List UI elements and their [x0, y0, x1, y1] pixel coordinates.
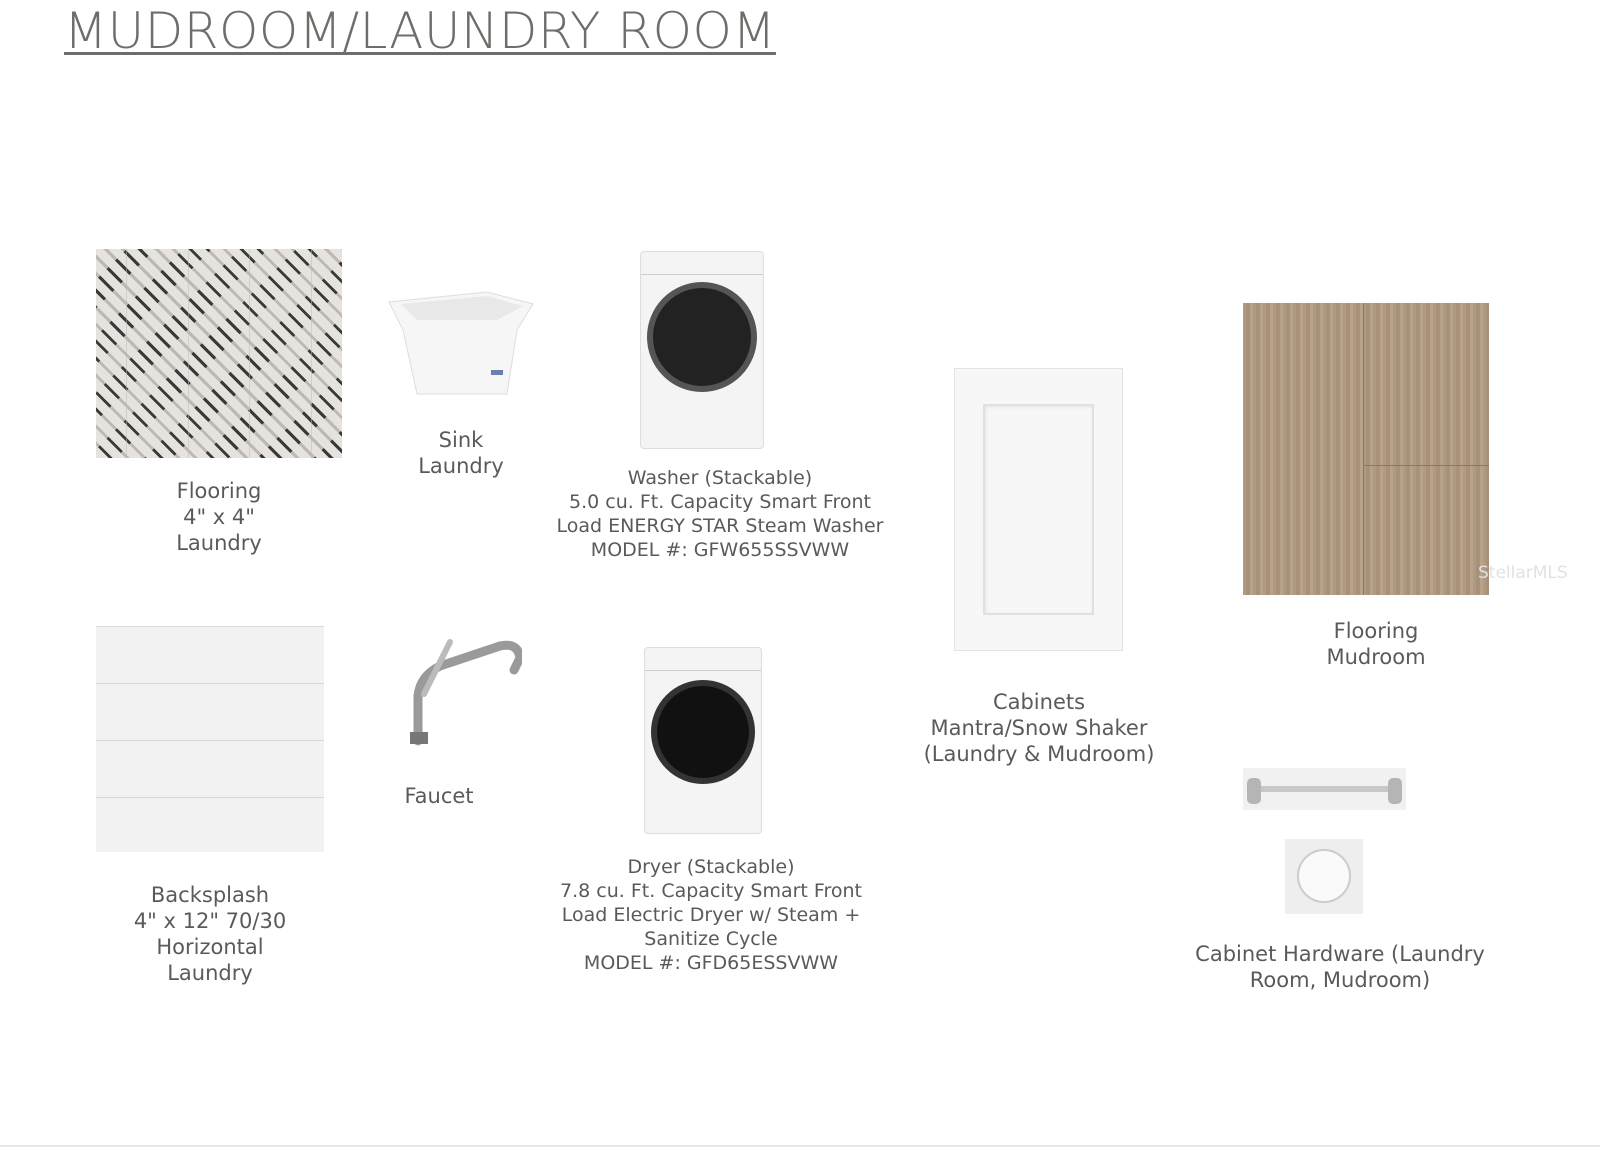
hardware-caption: [1195, 941, 1485, 993]
watermark: StellarMLS: [1478, 563, 1568, 583]
cabinet-knob-image: [1285, 839, 1363, 914]
caption-line: Backsplash: [150, 883, 270, 907]
washer-image: [640, 251, 764, 449]
caption-line: Laundry: [176, 531, 262, 555]
caption-line: Flooring: [1333, 619, 1419, 643]
flooring-mudroom-caption: [1326, 618, 1425, 670]
caption-line: Room, Mudroom): [1249, 968, 1431, 992]
backsplash-caption: [134, 882, 286, 986]
caption-line: Dryer (Stackable): [627, 856, 795, 878]
caption-line: MODEL #: GFW655SSVWW: [590, 539, 850, 561]
caption-line: Horizontal: [156, 935, 264, 959]
divider: [0, 1145, 1600, 1147]
caption-line: (Laundry & Mudroom): [923, 742, 1155, 766]
caption-line: 7.8 cu. Ft. Capacity Smart Front: [560, 880, 862, 902]
caption-line: Mantra/Snow Shaker: [930, 716, 1148, 740]
sink-image: [387, 290, 535, 398]
faucet-caption: [404, 783, 473, 809]
caption-line: Cabinets: [992, 690, 1086, 714]
caption-line: MODEL #: GFD65ESSVWW: [583, 952, 839, 974]
caption-line: Flooring: [176, 479, 262, 503]
flooring-tile-image: [96, 249, 342, 458]
flooring-laundry-caption: [176, 478, 262, 556]
faucet-image: [410, 636, 522, 746]
caption-line: Load ENERGY STAR Steam Washer: [556, 515, 884, 537]
page-title: MUDROOM/LAUNDRY ROOM: [64, 2, 776, 60]
cabinet-door-image: [955, 369, 1122, 650]
dryer-caption: [560, 855, 862, 975]
caption-line: 4" x 12" 70/30: [133, 909, 287, 933]
dryer-image: [644, 647, 762, 834]
caption-line: Sink: [438, 428, 484, 452]
caption-line: Load Electric Dryer w/ Steam +: [561, 904, 861, 926]
caption-line: Sanitize Cycle: [644, 928, 778, 950]
caption-line: Laundry: [167, 961, 253, 985]
cabinets-caption: [924, 689, 1155, 767]
wood-flooring-image: [1243, 303, 1489, 595]
washer-caption: [557, 466, 884, 562]
caption-line: 4" x 4": [183, 505, 255, 529]
cabinet-pull-image: [1243, 768, 1406, 810]
caption-line: Faucet: [404, 784, 474, 808]
caption-line: 5.0 cu. Ft. Capacity Smart Front: [569, 491, 871, 513]
caption-line: Mudroom: [1326, 645, 1426, 669]
caption-line: Laundry: [418, 454, 504, 478]
caption-line: Cabinet Hardware (Laundry: [1195, 942, 1485, 966]
backsplash-tile-image: [96, 626, 324, 852]
caption-line: Washer (Stackable): [627, 467, 813, 489]
sink-caption: [418, 427, 504, 479]
